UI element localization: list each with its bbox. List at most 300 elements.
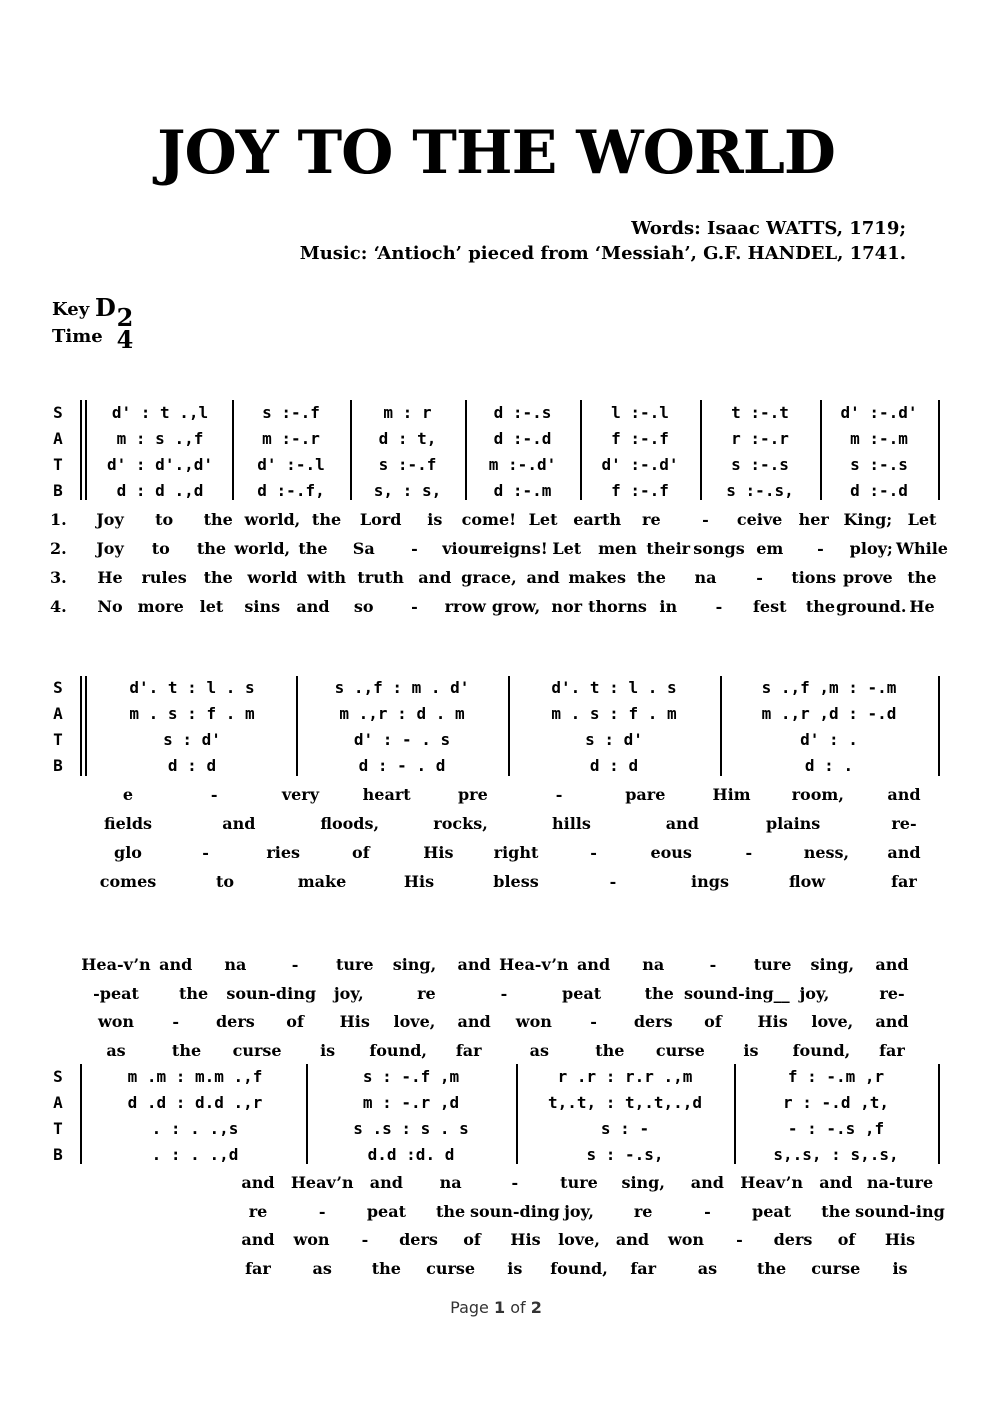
lyric-word: His [757,1012,788,1031]
lyric-word: the [311,510,342,529]
lyric-word: bless [493,872,539,891]
lyric-word: and [418,568,452,587]
lyric-word: sins [244,597,281,616]
note-cell: d :-.d [493,429,552,448]
footer-of-word: of [510,1298,526,1317]
lyric-word: joy, [799,983,830,1003]
note-cell: m : s .,f [116,429,204,448]
note-cell: d' :-.l [257,455,325,474]
verse-number: 1. [50,510,67,529]
note-cell: s : -.s, [586,1145,664,1164]
lyric-word: the [644,983,674,1003]
lyric-word: and [576,955,611,974]
note-cell: d'. t : l . s [129,678,255,697]
lyric-word: - [411,597,418,616]
lyric-word: Let [907,510,937,529]
lyric-word: na [439,1173,462,1192]
lyric-word: room, [791,785,844,804]
voice-label-t: T [53,1119,63,1138]
note-cell: s :-.s [850,455,908,474]
lyric-word: Hea-v’n [499,955,569,974]
lyric-word: in [659,597,678,616]
lyric-word: very [281,785,320,804]
lyric-word: the [595,1040,625,1060]
lyric-word: - [715,597,723,616]
lyric-word: No [97,597,123,616]
note-cell: m :-.d' [488,455,557,474]
lyric-word: thorns [588,597,647,616]
lyric-word: far [891,872,917,891]
lyric-word: - [500,983,508,1003]
lyric-word: is [507,1258,523,1278]
note-cell: r .r : r.r .,m [557,1067,693,1086]
verse-number: 4. [50,597,67,616]
lyric-word: is [892,1258,908,1278]
lyric-word: peat [562,983,602,1003]
lyric-word: - [736,1230,743,1249]
lyric-word: fest [753,597,787,616]
lyric-word: and [369,1173,403,1192]
lyric-word: won [667,1230,705,1249]
note-cell: m : -.r ,d [362,1093,460,1112]
lyric-word: - [511,1173,519,1192]
lyric-word: Joy [96,539,124,558]
lyric-word: peat [752,1201,792,1221]
lyric-word: men [598,539,637,558]
barline [232,400,234,500]
lyric-word: joy, [564,1201,594,1221]
lyric-word: the [371,1258,401,1278]
lyric-word: - [411,539,418,558]
lyric-word: world, [234,539,291,558]
lyric-word: truth [357,568,404,587]
barline [938,676,940,776]
lyric-word: eous [650,843,692,862]
lyric-word: - [590,843,597,862]
verse-number: 2. [50,539,67,558]
note-cell: . : . .,s [151,1119,239,1138]
lyric-word: as [312,1258,332,1278]
barline [465,400,467,500]
lyric-word: as [529,1040,549,1060]
lyric-word: as [697,1258,718,1278]
lyric-word: sound-ing__ [683,983,790,1003]
lyric-word: make [297,872,347,891]
lyric-word: found, [792,1040,851,1060]
lyric-word: He [909,597,935,616]
lyric-word: the [636,568,666,587]
lyric-word: the [178,983,209,1003]
note-cell: s, : s, [373,481,442,500]
note-cell: s : d' [163,730,221,749]
lyric-word: ders [399,1230,438,1249]
note-cell: m . s : f . m [129,704,255,723]
lyric-word: His [403,872,435,891]
barline [720,676,722,776]
start-bar [80,400,82,500]
lyric-word: won [97,1012,135,1031]
voice-label-s: S [53,678,63,697]
note-cell: d' : d'.,d' [107,455,213,474]
lyric-word: and [819,1173,853,1192]
lyric-word: ceive [736,510,783,529]
lyric-word: - [709,955,717,974]
barline [938,1064,940,1164]
note-cell: d :-.m [493,481,552,500]
note-cell: d :-.d [850,481,908,500]
note-cell: d :-.s [493,403,552,422]
lyric-word: soun-ding [469,1201,560,1221]
note-cell: s : - [600,1119,650,1138]
lyric-word: re [417,983,436,1003]
note-cell: s : -.f ,m [362,1067,460,1086]
words-credit: Words: Isaac WATTS, 1719; [631,218,906,239]
note-cell: t,.t, : t,.t,.,d [547,1093,703,1112]
lyric-word: of [286,1012,304,1031]
lyric-word: come! [461,510,517,529]
voice-label-b: B [53,1145,63,1164]
start-bar [85,676,87,776]
lyric-word: to [151,539,170,558]
lyric-word: love, [558,1230,600,1249]
lyric-word: - [745,843,753,862]
lyric-word: the [171,1040,202,1060]
barline [820,400,822,500]
note-cell: d :-.f, [257,481,325,500]
start-bar [80,676,82,776]
lyric-word: songs [693,539,745,558]
note-cell: d' :-.d' [601,455,679,474]
lyric-word: fields [103,814,153,833]
lyric-word: and [296,597,330,616]
note-cell: f :-.f [611,429,669,448]
lyric-word: His [510,1230,541,1249]
lyric-word: far [455,1040,482,1060]
lyric-word: - [291,955,299,974]
lyric-word: with [307,568,346,587]
barline [580,400,582,500]
note-cell: s :-.f [262,403,320,422]
lyric-word: peat [366,1201,406,1221]
lyric-word: ders [633,1012,673,1031]
note-cell: s .s : s . s [353,1119,469,1138]
lyric-word: na [642,955,665,974]
lyric-word: and [526,568,560,587]
lyric-word: is [320,1040,336,1060]
lyric-word: His [339,1012,370,1031]
lyric-word: and [222,814,256,833]
lyric-word: world [247,568,298,587]
lyric-word: re- [891,814,917,833]
note-cell: s,.s, : s,.s, [773,1145,899,1164]
lyric-word: na [224,955,247,974]
music-credit: Music: ‘Antioch’ pieced from ‘Messiah’, G.F. HANDEL, 1741. [299,243,906,264]
footer-page-total: 2 [530,1298,542,1317]
time-signature-top: 2 [116,303,134,332]
lyric-word: - [756,568,763,587]
lyric-word: rrow [444,597,486,616]
lyric-word: hills [551,814,591,833]
key-label: Key [52,299,90,320]
lyric-word: ture [335,955,374,974]
note-cell: d'. t : l . s [551,678,677,697]
verse-number: 3. [50,568,67,587]
lyric-word: grace, [461,568,517,587]
lyric-word: pre [457,785,488,804]
note-cell: m .,r ,d : -.d [761,704,897,723]
lyric-word: so [353,597,374,616]
lyric-word: grow, [491,597,541,616]
lyric-word: and [887,843,921,862]
lyric-word: Lord [359,510,402,529]
lyric-word: ries [266,843,301,862]
lyric-word: won [515,1012,552,1031]
note-cell: t :-.t [731,403,789,422]
lyric-word: the [196,539,227,558]
lyric-word: to [215,872,235,891]
lyric-word: of [704,1012,722,1031]
lyric-word: ness, [803,843,850,862]
lyric-word: reigns! [484,539,548,558]
lyric-word: rocks, [433,814,488,833]
lyric-word: ders [215,1012,255,1031]
lyric-word: re [248,1201,268,1221]
lyric-word: the [203,510,233,529]
note-cell: f :-.f [611,481,669,500]
barline [350,400,352,500]
lyric-word: prove [842,568,893,587]
lyric-word: em [756,539,784,558]
lyric-word: ture [560,1173,598,1192]
lyric-word: the [203,568,233,587]
lyric-word: far [630,1258,657,1278]
voice-label-t: T [53,730,63,749]
lyric-word: King; [843,510,893,529]
lyric-word: His [884,1230,916,1249]
lyric-word: - [361,1230,369,1249]
lyric-word: curse [655,1040,705,1060]
lyric-word: sing, [392,955,437,974]
note-cell: s .,f ,m : -.m [761,678,897,697]
note-cell: . : . .,d [151,1145,239,1164]
lyric-word: nor [551,597,583,616]
lyric-word: joy, [333,983,364,1003]
voice-label-a: A [53,429,63,448]
lyric-word: of [463,1230,481,1249]
lyric-word: Heav’n [290,1173,354,1192]
lyric-word: found, [369,1040,427,1060]
lyric-word: sing, [810,955,855,974]
lyric-word: Let [552,539,582,558]
voice-label-a: A [53,704,63,723]
note-cell: l :-.l [611,403,669,422]
note-cell: d .d : d.d .,r [127,1093,263,1112]
lyric-word: is [743,1040,759,1060]
lyric-word: and [241,1230,275,1249]
barline [700,400,702,500]
lyric-word: - [704,1201,711,1221]
lyric-word: flow [788,872,826,891]
note-cell: d' :-.d' [840,403,918,422]
note-cell: m :-.r [262,429,320,448]
lyric-word: and [887,785,921,804]
note-cell: f : -.m ,r [787,1067,885,1086]
lyric-word: pare [625,785,666,804]
lyric-word: Joy [96,510,124,529]
footer-page-number: 1 [493,1298,506,1317]
lyric-word: viour [442,539,489,558]
lyric-word: and [457,1012,491,1031]
page-footer [0,1298,992,1317]
note-cell: d.d :d. d [367,1145,455,1164]
key-value: D [95,293,116,322]
lyric-word: the [298,539,328,558]
lyric-word: e [122,785,134,804]
note-cell: d : . [804,756,854,775]
note-cell: d : t, [378,429,437,448]
lyric-word: the [756,1258,787,1278]
lyric-word: While [896,539,948,558]
lyric-word: won [293,1230,330,1249]
footer-page-word: Page [450,1298,489,1317]
note-cell: d : d .,d [116,481,204,500]
barline [516,1064,518,1164]
lyric-word: - [172,1012,179,1031]
note-cell: s .,f : m . d' [334,678,470,697]
lyric-word: soun-ding [226,983,317,1003]
lyric-word: - [609,872,617,891]
lyric-word: ground. [836,597,907,616]
lyric-word: re [642,510,661,529]
lyric-word: and [615,1230,650,1249]
note-cell: m .,r : d . m [339,704,465,723]
song-title: JOY TO THE WORLD [157,118,835,188]
lyric-word: sing, [621,1173,665,1192]
lyric-word: ture [753,955,792,974]
lyric-word: ploy; [849,539,893,558]
note-cell: d : d [167,756,217,775]
note-cell: m .m : m.m .,f [127,1067,263,1086]
voice-label-b: B [53,481,63,500]
time-signature-bottom: 4 [116,325,134,354]
lyric-word: plains [765,814,821,833]
lyric-word: of [352,843,370,862]
voice-label-b: B [53,756,63,775]
note-cell: r : -.d ,t, [783,1093,889,1112]
lyric-word: the [805,597,836,616]
lyric-word: far [879,1040,905,1060]
lyric-word: - [318,1201,326,1221]
note-cell: d' : . [800,730,858,749]
lyric-word: right [493,843,539,862]
lyric-word: world, [244,510,301,529]
lyric-word: re- [879,983,905,1003]
voice-label-t: T [53,455,63,474]
barline [296,676,298,776]
lyric-word: na [694,568,717,587]
lyric-word: na-ture [866,1173,934,1192]
lyric-word: the [435,1201,466,1221]
lyric-word: His [423,843,454,862]
barline [938,400,940,500]
lyric-word: - [555,785,563,804]
lyric-word: tions [791,568,837,587]
time-label: Time [52,326,103,347]
note-cell: d : d [589,756,639,775]
lyric-word: and [457,955,491,974]
lyric-word: He [97,568,123,587]
lyric-word: the [907,568,937,587]
lyric-word: re [633,1201,653,1221]
lyric-word: love, [811,1012,854,1031]
note-cell: m . s : f . m [551,704,677,723]
barline [508,676,510,776]
lyric-word: to [155,510,174,529]
lyric-word: earth [573,510,622,529]
lyric-word: heart [362,785,411,804]
lyric-word: - [817,539,824,558]
note-cell: s : d' [585,730,643,749]
lyric-word: glo [114,843,142,862]
lyric-word: is [427,510,443,529]
lyric-word: ings [691,872,729,891]
barline [734,1064,736,1164]
lyric-word: of [837,1230,856,1249]
note-cell: s :-.s [731,455,789,474]
lyric-word: -peat [93,983,139,1003]
lyric-word: Sa [352,539,375,558]
lyric-word: let [199,597,224,616]
note-cell: d' : - . s [353,730,451,749]
lyric-word: found, [550,1258,608,1278]
lyric-word: Hea-v’n [81,955,151,974]
lyric-word: - [202,843,209,862]
voice-label-a: A [53,1093,63,1112]
lyric-word: - [590,1012,597,1031]
lyric-word: and [875,1012,909,1031]
lyric-word: and [241,1173,275,1192]
lyric-word: comes [99,872,157,891]
lyric-word: - [210,785,218,804]
lyric-word: curse [811,1258,861,1278]
lyric-word: as [106,1040,126,1060]
lyric-word: the [821,1201,851,1221]
start-bar [85,400,87,500]
note-cell: - : -.s ,f [787,1119,885,1138]
lyric-word: Him [712,785,751,804]
note-cell: m :-.m [850,429,908,448]
note-cell: r :-.r [731,429,789,448]
lyric-word: Let [528,510,558,529]
note-cell: s :-.f [378,455,437,474]
note-cell: d' : t .,l [111,403,209,422]
lyric-word: and [665,814,699,833]
lyric-word: and [159,955,193,974]
lyric-word: curse [426,1258,476,1278]
lyric-word: floods, [320,814,380,833]
lyric-word: sound-ing [855,1201,945,1221]
lyric-word: more [137,597,184,616]
lyric-word: rules [141,568,187,587]
lyric-word: - [702,510,709,529]
lyric-word: far [245,1258,271,1278]
start-bar [80,1064,82,1164]
voice-label-s: S [53,1067,63,1086]
lyric-word: makes [568,568,626,587]
lyric-word: Heav’n [740,1173,803,1192]
barline [306,1064,308,1164]
lyric-word: ders [773,1230,813,1249]
